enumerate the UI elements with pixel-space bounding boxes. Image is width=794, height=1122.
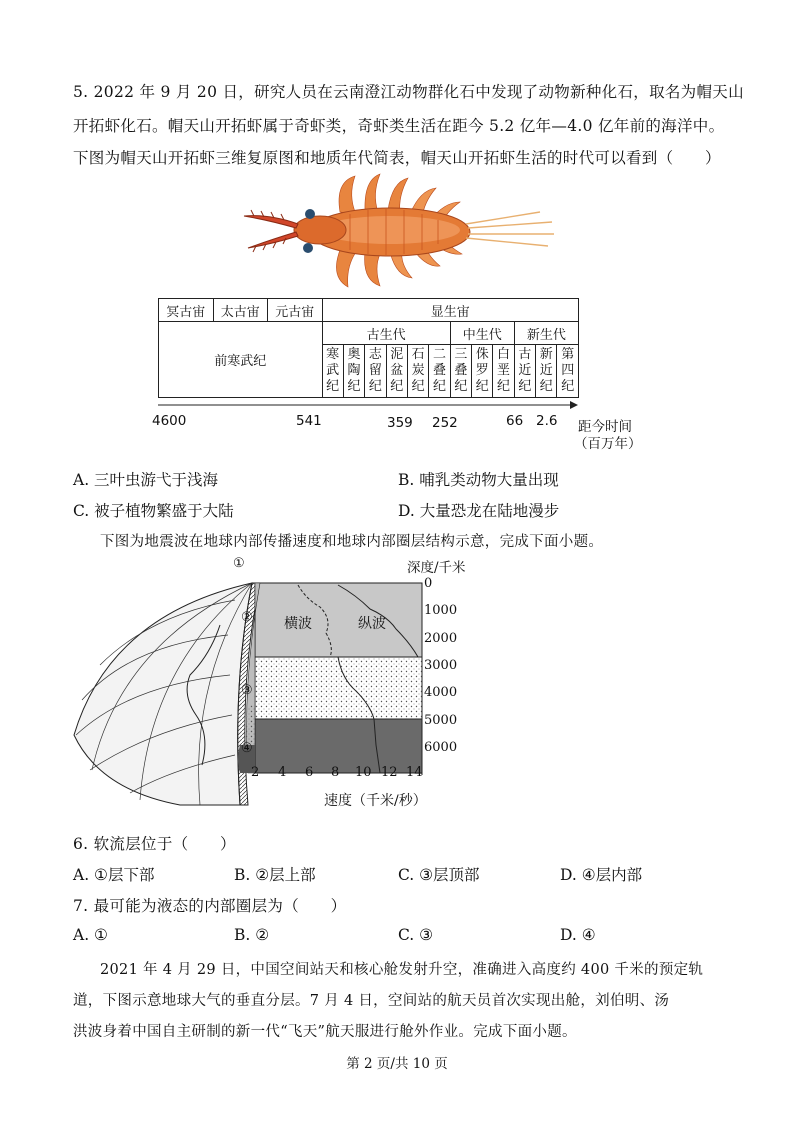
q5-stem-line-2: 开拓虾化石。帽天山开拓虾属于奇虾类，奇虾类生活在距今 5.2 亿年—4.0 亿年前的海洋中。 — [73, 117, 725, 135]
q6-option-d: D. ④层内部 — [560, 866, 643, 884]
depth-tick-4000: 4000 — [424, 685, 458, 700]
q5-stem-line-3: 下图为帽天山开拓虾三维复原图和地质年代简表，帽天山开拓虾生活的时代可以看到（ ） — [73, 149, 721, 167]
intro-seismic: 下图为地震波在地球内部传播速度和地球内部圈层结构示意，完成下面小题。 — [100, 534, 604, 550]
era-mesozoic: 中生代 — [450, 322, 514, 345]
precambrian-cell: 前寒武纪 — [159, 322, 323, 398]
page-footer: 第 2 页/共 10 页 — [346, 1056, 448, 1072]
period-neogene: 新 近 纪 — [536, 345, 557, 398]
layer-label-2: ② — [241, 610, 253, 625]
anomalocaris-illustration — [240, 172, 555, 290]
layer-label-3: ③ — [241, 683, 253, 698]
q5-option-c: C. 被子植物繁盛于大陆 — [73, 502, 234, 520]
depth-tick-6000: 6000 — [424, 740, 458, 755]
period-paleogene: 古 近 纪 — [514, 345, 535, 398]
q6-option-b: B. ②层上部 — [234, 866, 316, 884]
tick-252: 252 — [432, 415, 458, 431]
period-cambrian: 寒 武 纪 — [322, 345, 343, 398]
depth-tick-0: 0 — [424, 576, 433, 591]
period-cretaceous: 白 垩 纪 — [493, 345, 514, 398]
speed-tick-2: 2 — [251, 765, 260, 780]
speed-axis-label: 速度（千米/秒） — [324, 793, 427, 809]
q6-option-a: A. ①层下部 — [73, 866, 155, 884]
intro-space-line-3: 洪波身着中国自主研制的新一代“飞天”航天服进行舱外作业。完成下面小题。 — [73, 1024, 577, 1040]
depth-tick-5000: 5000 — [424, 713, 458, 728]
wave-s-label: 横波 — [284, 616, 312, 632]
eon-hadean: 冥古宙 — [159, 299, 214, 322]
tick-4600: 4600 — [152, 413, 187, 429]
speed-tick-14: 14 — [406, 765, 423, 780]
wave-p-label: 纵波 — [358, 616, 386, 632]
tick-541: 541 — [296, 413, 322, 429]
q7-option-b: B. ② — [234, 926, 270, 944]
q6-stem: 6. 软流层位于（ ） — [73, 835, 236, 853]
time-axis — [158, 398, 578, 412]
speed-tick-4: 4 — [278, 765, 287, 780]
q5-option-b: B. 哺乳类动物大量出现 — [398, 471, 559, 489]
period-quaternary: 第 四 纪 — [557, 345, 579, 398]
depth-tick-1000: 1000 — [424, 603, 458, 618]
layer-label-4: ④ — [241, 741, 253, 756]
tick-359: 359 — [387, 415, 413, 431]
era-paleozoic: 古生代 — [322, 322, 450, 345]
tick-66: 66 — [506, 413, 524, 429]
tick-2-6: 2.6 — [536, 413, 558, 429]
axis-label-unit: （百万年） — [574, 436, 642, 452]
eon-archean: 太古宙 — [213, 299, 268, 322]
q7-option-d: D. ④ — [560, 926, 596, 944]
q6-option-c: C. ③层顶部 — [398, 866, 480, 884]
q5-stem-line-1: 5. 2022 年 9 月 20 日，研究人员在云南澄江动物群化石中发现了动物新种化石，取名为帽天山 — [73, 83, 744, 101]
period-jurassic: 侏 罗 纪 — [472, 345, 493, 398]
axis-label-time: 距今时间 — [578, 419, 632, 435]
intro-space-line-1: 2021 年 4 月 29 日，中国空间站天和核心舱发射升空，准确进入高度约 400 千米的预定轨 — [100, 962, 704, 978]
q5-option-a: A. 三叶虫游弋于浅海 — [73, 471, 219, 489]
eon-proterozoic: 元古宙 — [268, 299, 323, 322]
speed-tick-12: 12 — [381, 765, 398, 780]
q7-option-c: C. ③ — [398, 926, 434, 944]
period-triassic: 三 叠 纪 — [450, 345, 471, 398]
period-permian: 二 叠 纪 — [429, 345, 450, 398]
speed-tick-10: 10 — [355, 765, 372, 780]
eon-phanerozoic: 显生宙 — [322, 299, 579, 322]
period-devonian: 泥 盆 纪 — [386, 345, 407, 398]
depth-tick-3000: 3000 — [424, 658, 458, 673]
speed-tick-8: 8 — [331, 765, 340, 780]
period-carboniferous: 石 炭 纪 — [407, 345, 428, 398]
layer-label-1: ① — [233, 556, 245, 571]
q7-option-a: A. ① — [73, 926, 108, 944]
era-cenozoic: 新生代 — [514, 322, 578, 345]
q7-stem: 7. 最可能为液态的内部圈层为（ ） — [73, 897, 347, 915]
q5-option-d: D. 大量恐龙在陆地漫步 — [398, 502, 560, 520]
depth-tick-2000: 2000 — [424, 631, 458, 646]
intro-space-line-2: 道，下图示意地球大气的垂直分层。7 月 4 日，空间站的航天员首次实现出舱，刘伯明、汤 — [73, 993, 670, 1009]
geologic-time-table — [158, 298, 579, 398]
period-ordovician: 奥 陶 纪 — [343, 345, 364, 398]
period-silurian: 志 留 纪 — [365, 345, 386, 398]
speed-tick-6: 6 — [305, 765, 314, 780]
depth-axis-label: 深度/千米 — [407, 560, 466, 576]
